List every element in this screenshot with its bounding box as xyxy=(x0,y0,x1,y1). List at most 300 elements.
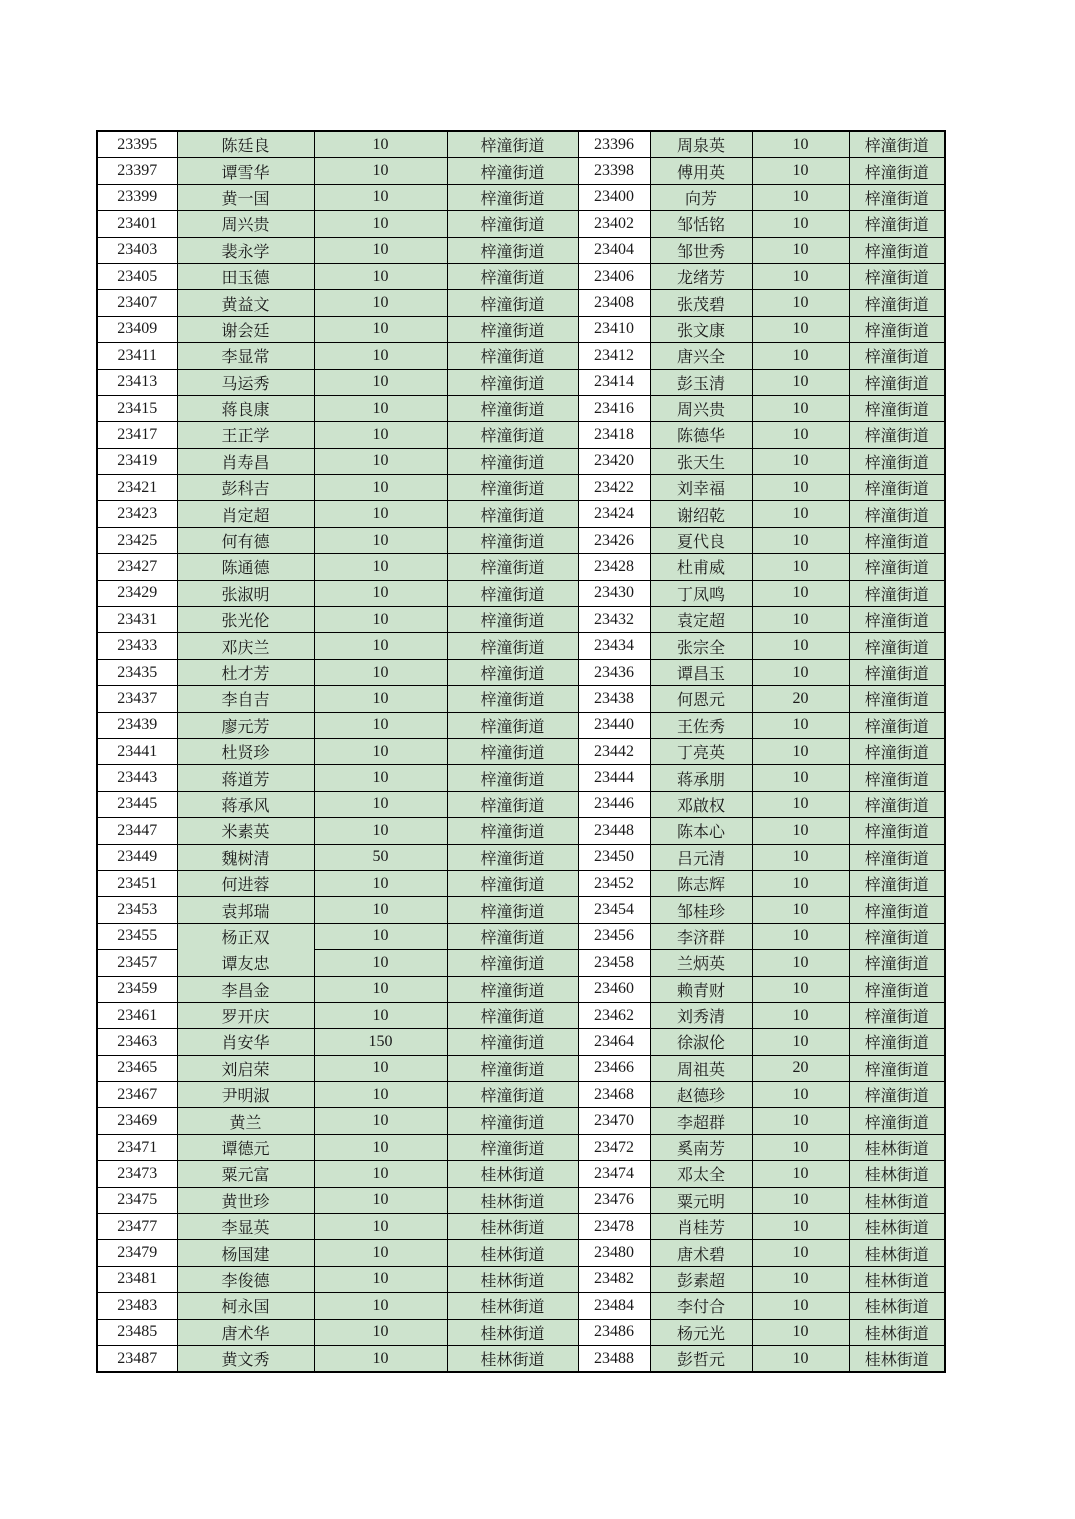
id-cell: 23405 xyxy=(97,263,177,289)
amount-cell: 10 xyxy=(752,1293,849,1319)
id-cell: 23469 xyxy=(97,1108,177,1134)
table-row xyxy=(97,738,945,764)
district-cell: 梓潼街道 xyxy=(447,422,578,448)
amount-cell: 10 xyxy=(752,580,849,606)
district-cell: 梓潼街道 xyxy=(849,738,945,764)
id-cell: 23462 xyxy=(578,1002,650,1028)
table-row xyxy=(97,844,945,870)
id-cell: 23402 xyxy=(578,211,650,237)
district-cell: 梓潼街道 xyxy=(849,633,945,659)
amount-cell: 10 xyxy=(314,184,447,210)
name-cell: 蒋道芳 xyxy=(177,765,314,791)
amount-cell: 10 xyxy=(314,791,447,817)
id-cell: 23438 xyxy=(578,686,650,712)
district-cell: 桂林街道 xyxy=(849,1319,945,1345)
name-cell: 吕元清 xyxy=(650,844,752,870)
table-row xyxy=(97,290,945,316)
amount-cell: 10 xyxy=(314,501,447,527)
amount-cell: 50 xyxy=(314,844,447,870)
district-cell: 桂林街道 xyxy=(849,1214,945,1240)
district-cell: 梓潼街道 xyxy=(849,659,945,685)
name-cell: 粟元富 xyxy=(177,1161,314,1187)
table-row xyxy=(97,527,945,553)
amount-cell: 10 xyxy=(752,1319,849,1345)
district-cell: 梓潼街道 xyxy=(447,976,578,1002)
table-row xyxy=(97,395,945,421)
name-cell: 刘启荣 xyxy=(177,1055,314,1081)
id-cell: 23396 xyxy=(578,131,650,158)
district-cell: 梓潼街道 xyxy=(447,131,578,158)
district-cell: 梓潼街道 xyxy=(447,290,578,316)
table-row xyxy=(97,712,945,738)
table-row xyxy=(97,554,945,580)
district-cell: 梓潼街道 xyxy=(849,290,945,316)
name-cell: 蒋承风 xyxy=(177,791,314,817)
name-cell: 田玉德 xyxy=(177,263,314,289)
id-cell: 23483 xyxy=(97,1293,177,1319)
amount-cell: 10 xyxy=(314,897,447,923)
name-cell: 李自吉 xyxy=(177,686,314,712)
id-cell: 23425 xyxy=(97,527,177,553)
id-cell: 23437 xyxy=(97,686,177,712)
amount-cell: 10 xyxy=(314,633,447,659)
district-cell: 梓潼街道 xyxy=(849,1002,945,1028)
amount-cell: 10 xyxy=(752,607,849,633)
amount-cell: 10 xyxy=(752,316,849,342)
id-cell: 23461 xyxy=(97,1002,177,1028)
name-cell: 邹世秀 xyxy=(650,237,752,263)
table-row xyxy=(97,158,945,184)
amount-cell: 10 xyxy=(752,870,849,896)
id-cell: 23422 xyxy=(578,475,650,501)
id-cell: 23450 xyxy=(578,844,650,870)
name-cell: 杜才芳 xyxy=(177,659,314,685)
amount-cell: 10 xyxy=(752,527,849,553)
id-cell: 23413 xyxy=(97,369,177,395)
table-row xyxy=(97,422,945,448)
id-cell: 23482 xyxy=(578,1266,650,1292)
table-row xyxy=(97,1108,945,1134)
amount-cell: 10 xyxy=(314,237,447,263)
id-cell: 23410 xyxy=(578,316,650,342)
name-cell: 周兴贵 xyxy=(650,395,752,421)
id-cell: 23446 xyxy=(578,791,650,817)
name-cell: 米素英 xyxy=(177,818,314,844)
id-cell: 23472 xyxy=(578,1134,650,1160)
name-cell: 张光伦 xyxy=(177,607,314,633)
district-cell: 桂林街道 xyxy=(849,1187,945,1213)
amount-cell: 10 xyxy=(314,923,447,949)
id-cell: 23486 xyxy=(578,1319,650,1345)
name-cell: 谭雪华 xyxy=(177,158,314,184)
district-cell: 梓潼街道 xyxy=(447,659,578,685)
id-cell: 23435 xyxy=(97,659,177,685)
district-cell: 梓潼街道 xyxy=(849,1055,945,1081)
name-cell: 夏代良 xyxy=(650,527,752,553)
amount-cell: 10 xyxy=(314,1214,447,1240)
id-cell: 23415 xyxy=(97,395,177,421)
id-cell: 23439 xyxy=(97,712,177,738)
district-cell: 梓潼街道 xyxy=(849,554,945,580)
id-cell: 23414 xyxy=(578,369,650,395)
id-cell: 23453 xyxy=(97,897,177,923)
id-cell: 23457 xyxy=(97,950,177,976)
id-cell: 23478 xyxy=(578,1214,650,1240)
name-cell: 赖青财 xyxy=(650,976,752,1002)
amount-cell: 10 xyxy=(752,448,849,474)
id-cell: 23470 xyxy=(578,1108,650,1134)
name-cell: 兰炳英 xyxy=(650,950,752,976)
name-cell: 杨元光 xyxy=(650,1319,752,1345)
name-cell: 何进蓉 xyxy=(177,870,314,896)
district-cell: 梓潼街道 xyxy=(447,844,578,870)
amount-cell: 10 xyxy=(314,607,447,633)
district-cell: 梓潼街道 xyxy=(447,1108,578,1134)
amount-cell: 10 xyxy=(752,923,849,949)
district-cell: 梓潼街道 xyxy=(447,158,578,184)
name-cell: 马运秀 xyxy=(177,369,314,395)
name-cell: 彭哲元 xyxy=(650,1345,752,1372)
amount-cell: 10 xyxy=(752,501,849,527)
id-cell: 23428 xyxy=(578,554,650,580)
table-row xyxy=(97,1266,945,1292)
name-cell: 李超群 xyxy=(650,1108,752,1134)
table-row xyxy=(97,263,945,289)
table-row xyxy=(97,1055,945,1081)
amount-cell: 10 xyxy=(752,422,849,448)
district-cell: 梓潼街道 xyxy=(849,501,945,527)
name-cell: 陈德华 xyxy=(650,422,752,448)
amount-cell: 10 xyxy=(314,158,447,184)
id-cell: 23443 xyxy=(97,765,177,791)
amount-cell: 10 xyxy=(314,211,447,237)
district-cell: 梓潼街道 xyxy=(849,870,945,896)
table-row xyxy=(97,131,945,158)
table-row xyxy=(97,633,945,659)
amount-cell: 10 xyxy=(314,1293,447,1319)
table-row xyxy=(97,659,945,685)
amount-cell: 10 xyxy=(752,369,849,395)
id-cell: 23454 xyxy=(578,897,650,923)
table-row xyxy=(97,1082,945,1108)
id-cell: 23399 xyxy=(97,184,177,210)
district-cell: 梓潼街道 xyxy=(447,395,578,421)
district-cell: 梓潼街道 xyxy=(447,607,578,633)
id-cell: 23447 xyxy=(97,818,177,844)
name-cell: 彭玉清 xyxy=(650,369,752,395)
table-row xyxy=(97,448,945,474)
amount-cell: 10 xyxy=(752,1266,849,1292)
amount-cell: 10 xyxy=(752,1240,849,1266)
amount-cell: 10 xyxy=(752,290,849,316)
amount-cell: 10 xyxy=(314,1134,447,1160)
district-cell: 梓潼街道 xyxy=(447,316,578,342)
amount-cell: 10 xyxy=(752,765,849,791)
district-cell: 梓潼街道 xyxy=(447,1134,578,1160)
name-cell: 邓庆兰 xyxy=(177,633,314,659)
amount-cell: 20 xyxy=(752,1055,849,1081)
amount-cell: 10 xyxy=(752,263,849,289)
amount-cell: 10 xyxy=(752,395,849,421)
district-cell: 梓潼街道 xyxy=(447,580,578,606)
name-cell: 蒋承朋 xyxy=(650,765,752,791)
name-cell: 尹明淑 xyxy=(177,1082,314,1108)
id-cell: 23459 xyxy=(97,976,177,1002)
id-cell: 23458 xyxy=(578,950,650,976)
amount-cell: 10 xyxy=(752,738,849,764)
amount-cell: 10 xyxy=(752,554,849,580)
name-cell: 丁凤鸣 xyxy=(650,580,752,606)
district-cell: 梓潼街道 xyxy=(447,237,578,263)
table-row xyxy=(97,1161,945,1187)
district-cell: 梓潼街道 xyxy=(849,950,945,976)
name-cell: 龙绪芳 xyxy=(650,263,752,289)
amount-cell: 10 xyxy=(752,131,849,158)
district-cell: 梓潼街道 xyxy=(849,422,945,448)
name-cell: 邓太全 xyxy=(650,1161,752,1187)
amount-cell: 10 xyxy=(314,1002,447,1028)
table-row xyxy=(97,184,945,210)
id-cell: 23412 xyxy=(578,343,650,369)
name-cell: 徐淑伦 xyxy=(650,1029,752,1055)
id-cell: 23479 xyxy=(97,1240,177,1266)
amount-cell: 10 xyxy=(314,422,447,448)
district-cell: 梓潼街道 xyxy=(849,923,945,949)
id-cell: 23473 xyxy=(97,1161,177,1187)
name-cell: 黄兰 xyxy=(177,1108,314,1134)
amount-cell: 10 xyxy=(752,659,849,685)
id-cell: 23467 xyxy=(97,1082,177,1108)
id-cell: 23441 xyxy=(97,738,177,764)
district-cell: 梓潼街道 xyxy=(849,712,945,738)
name-cell: 陈廷良 xyxy=(177,131,314,158)
id-cell: 23419 xyxy=(97,448,177,474)
district-cell: 梓潼街道 xyxy=(849,765,945,791)
amount-cell: 10 xyxy=(314,738,447,764)
id-cell: 23464 xyxy=(578,1029,650,1055)
amount-cell: 10 xyxy=(314,1240,447,1266)
table-row xyxy=(97,1134,945,1160)
table-row xyxy=(97,897,945,923)
district-cell: 梓潼街道 xyxy=(447,950,578,976)
district-cell: 梓潼街道 xyxy=(447,448,578,474)
table-row xyxy=(97,818,945,844)
name-cell: 唐术华 xyxy=(177,1319,314,1345)
amount-cell: 10 xyxy=(752,1345,849,1372)
amount-cell: 20 xyxy=(752,686,849,712)
id-cell: 23466 xyxy=(578,1055,650,1081)
name-cell: 奚南芳 xyxy=(650,1134,752,1160)
id-cell: 23474 xyxy=(578,1161,650,1187)
district-cell: 梓潼街道 xyxy=(849,395,945,421)
table-row xyxy=(97,686,945,712)
id-cell: 23476 xyxy=(578,1187,650,1213)
amount-cell: 10 xyxy=(314,290,447,316)
name-cell: 袁邦瑞 xyxy=(177,897,314,923)
amount-cell: 10 xyxy=(752,1082,849,1108)
records-table xyxy=(96,130,946,1373)
id-cell: 23488 xyxy=(578,1345,650,1372)
id-cell: 23398 xyxy=(578,158,650,184)
district-cell: 梓潼街道 xyxy=(447,1029,578,1055)
name-cell: 傅用英 xyxy=(650,158,752,184)
district-cell: 桂林街道 xyxy=(849,1161,945,1187)
table-row xyxy=(97,1214,945,1240)
district-cell: 桂林街道 xyxy=(447,1240,578,1266)
amount-cell: 10 xyxy=(314,1345,447,1372)
id-cell: 23401 xyxy=(97,211,177,237)
district-cell: 梓潼街道 xyxy=(447,343,578,369)
name-cell: 粟元明 xyxy=(650,1187,752,1213)
district-cell: 梓潼街道 xyxy=(849,1029,945,1055)
id-cell: 23416 xyxy=(578,395,650,421)
name-cell: 邹恬铭 xyxy=(650,211,752,237)
amount-cell: 10 xyxy=(314,1082,447,1108)
id-cell: 23484 xyxy=(578,1293,650,1319)
amount-cell: 10 xyxy=(752,1002,849,1028)
id-cell: 23436 xyxy=(578,659,650,685)
amount-cell: 10 xyxy=(752,897,849,923)
district-cell: 梓潼街道 xyxy=(849,897,945,923)
district-cell: 梓潼街道 xyxy=(849,263,945,289)
id-cell: 23442 xyxy=(578,738,650,764)
table-row xyxy=(97,976,945,1002)
amount-cell: 10 xyxy=(752,475,849,501)
id-cell: 23477 xyxy=(97,1214,177,1240)
table-row xyxy=(97,501,945,527)
id-cell: 23451 xyxy=(97,870,177,896)
amount-cell: 10 xyxy=(314,131,447,158)
id-cell: 23411 xyxy=(97,343,177,369)
name-cell: 唐术碧 xyxy=(650,1240,752,1266)
district-cell: 梓潼街道 xyxy=(447,475,578,501)
district-cell: 梓潼街道 xyxy=(447,818,578,844)
amount-cell: 10 xyxy=(314,765,447,791)
district-cell: 梓潼街道 xyxy=(849,448,945,474)
name-cell: 何有德 xyxy=(177,527,314,553)
amount-cell: 10 xyxy=(752,211,849,237)
name-cell: 丁亮英 xyxy=(650,738,752,764)
id-cell: 23480 xyxy=(578,1240,650,1266)
table-row xyxy=(97,316,945,342)
amount-cell: 10 xyxy=(314,950,447,976)
district-cell: 梓潼街道 xyxy=(447,1055,578,1081)
name-cell: 袁定超 xyxy=(650,607,752,633)
name-cell: 谢绍乾 xyxy=(650,501,752,527)
amount-cell: 10 xyxy=(314,659,447,685)
name-cell: 陈志辉 xyxy=(650,870,752,896)
amount-cell: 10 xyxy=(752,184,849,210)
amount-cell: 10 xyxy=(752,1187,849,1213)
name-cell: 肖寿昌 xyxy=(177,448,314,474)
district-cell: 梓潼街道 xyxy=(849,184,945,210)
district-cell: 梓潼街道 xyxy=(849,211,945,237)
district-cell: 梓潼街道 xyxy=(849,475,945,501)
district-cell: 梓潼街道 xyxy=(849,844,945,870)
amount-cell: 10 xyxy=(314,1187,447,1213)
name-cell: 谭昌玉 xyxy=(650,659,752,685)
district-cell: 梓潼街道 xyxy=(447,554,578,580)
amount-cell: 10 xyxy=(314,369,447,395)
amount-cell: 10 xyxy=(314,343,447,369)
table-row xyxy=(97,1187,945,1213)
name-cell: 谭友忠 xyxy=(177,950,314,976)
table-row xyxy=(97,343,945,369)
id-cell: 23433 xyxy=(97,633,177,659)
name-cell: 肖桂芳 xyxy=(650,1214,752,1240)
district-cell: 梓潼街道 xyxy=(447,633,578,659)
name-cell: 廖元芳 xyxy=(177,712,314,738)
id-cell: 23420 xyxy=(578,448,650,474)
district-cell: 梓潼街道 xyxy=(447,791,578,817)
amount-cell: 10 xyxy=(314,818,447,844)
amount-cell: 10 xyxy=(752,158,849,184)
id-cell: 23431 xyxy=(97,607,177,633)
amount-cell: 10 xyxy=(752,818,849,844)
name-cell: 李付合 xyxy=(650,1293,752,1319)
id-cell: 23404 xyxy=(578,237,650,263)
name-cell: 张天生 xyxy=(650,448,752,474)
amount-cell: 10 xyxy=(314,1161,447,1187)
table-row xyxy=(97,1319,945,1345)
name-cell: 魏树清 xyxy=(177,844,314,870)
district-cell: 桂林街道 xyxy=(849,1240,945,1266)
id-cell: 23403 xyxy=(97,237,177,263)
district-cell: 梓潼街道 xyxy=(849,369,945,395)
district-cell: 梓潼街道 xyxy=(849,580,945,606)
amount-cell: 10 xyxy=(314,448,447,474)
table-row xyxy=(97,791,945,817)
district-cell: 梓潼街道 xyxy=(447,897,578,923)
id-cell: 23444 xyxy=(578,765,650,791)
name-cell: 陈本心 xyxy=(650,818,752,844)
id-cell: 23407 xyxy=(97,290,177,316)
district-cell: 梓潼街道 xyxy=(849,158,945,184)
amount-cell: 10 xyxy=(752,976,849,1002)
district-cell: 桂林街道 xyxy=(849,1293,945,1319)
name-cell: 彭科吉 xyxy=(177,475,314,501)
name-cell: 刘幸福 xyxy=(650,475,752,501)
district-cell: 梓潼街道 xyxy=(849,527,945,553)
name-cell: 何恩元 xyxy=(650,686,752,712)
id-cell: 23448 xyxy=(578,818,650,844)
amount-cell: 10 xyxy=(752,1161,849,1187)
id-cell: 23452 xyxy=(578,870,650,896)
id-cell: 23471 xyxy=(97,1134,177,1160)
name-cell: 肖定超 xyxy=(177,501,314,527)
name-cell: 黄世珍 xyxy=(177,1187,314,1213)
table-row xyxy=(97,1002,945,1028)
name-cell: 李显常 xyxy=(177,343,314,369)
table-row xyxy=(97,765,945,791)
name-cell: 罗开庆 xyxy=(177,1002,314,1028)
name-cell: 杜贤珍 xyxy=(177,738,314,764)
district-cell: 梓潼街道 xyxy=(447,738,578,764)
name-cell: 蒋良康 xyxy=(177,395,314,421)
name-cell: 周泉英 xyxy=(650,131,752,158)
id-cell: 23434 xyxy=(578,633,650,659)
amount-cell: 10 xyxy=(314,1319,447,1345)
district-cell: 梓潼街道 xyxy=(447,712,578,738)
amount-cell: 10 xyxy=(752,1108,849,1134)
name-cell: 杜甫威 xyxy=(650,554,752,580)
name-cell: 杨正双 xyxy=(177,923,314,949)
name-cell: 谢会廷 xyxy=(177,316,314,342)
name-cell: 张文康 xyxy=(650,316,752,342)
id-cell: 23475 xyxy=(97,1187,177,1213)
id-cell: 23487 xyxy=(97,1345,177,1372)
table-row xyxy=(97,950,945,976)
